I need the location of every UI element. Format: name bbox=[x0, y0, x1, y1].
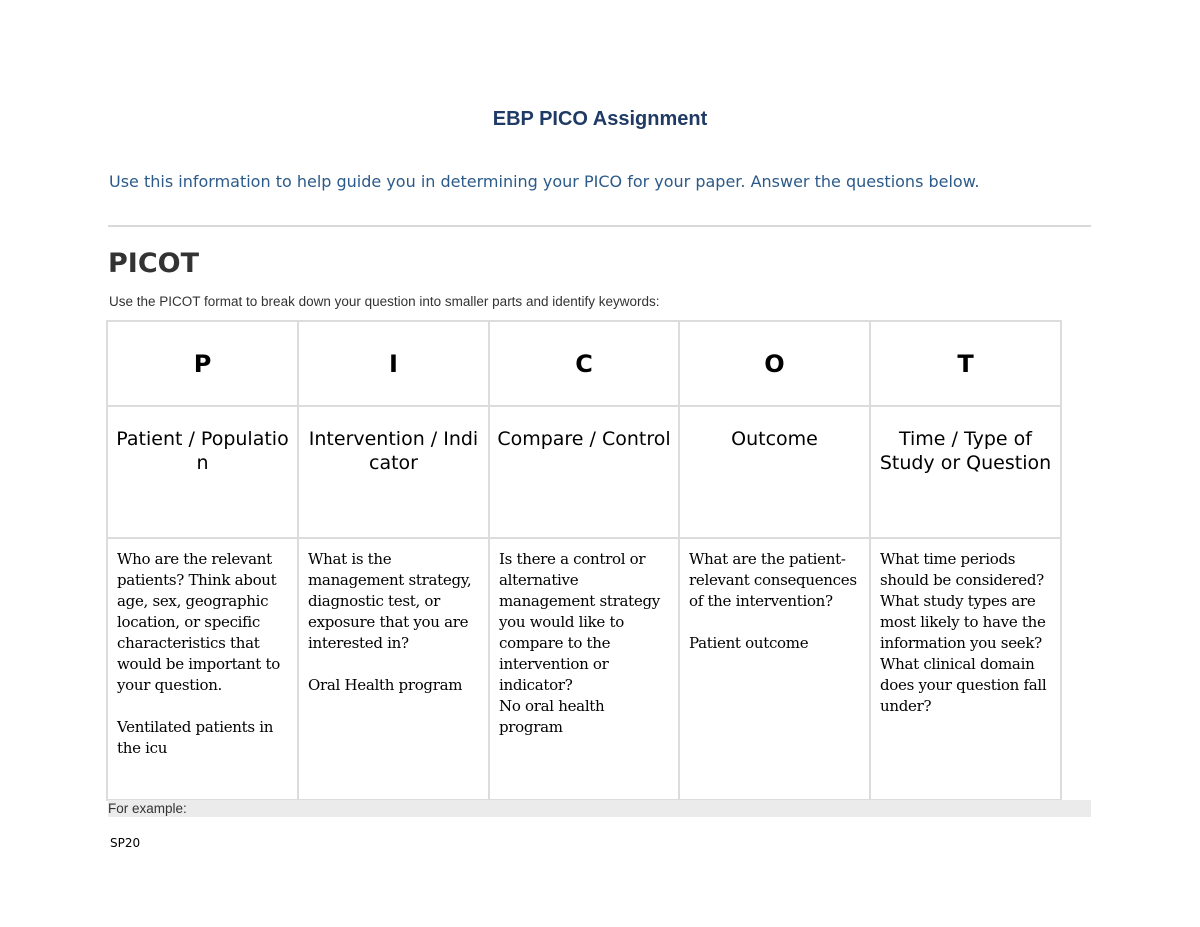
example-bar bbox=[108, 800, 1091, 817]
question-text: What are the patient-relevant consequences of the intervention? bbox=[689, 550, 857, 610]
description-row bbox=[107, 538, 1061, 800]
description-cell-time bbox=[870, 538, 1061, 800]
document-title: EBP PICO Assignment bbox=[492, 108, 708, 130]
label-row bbox=[107, 406, 1061, 538]
intro-text: Use this information to help guide you in determining your PICO for your paper. Answer the questions below. bbox=[109, 172, 980, 191]
question-text: What is the management strategy, diagnostic test, or exposure that you are interested in? bbox=[308, 550, 472, 652]
label-cell-time: Time / Type of Study or Question bbox=[870, 406, 1061, 538]
description-cell-intervention bbox=[298, 538, 489, 800]
letter-cell-t: T bbox=[870, 321, 1061, 406]
picot-table bbox=[106, 320, 1062, 801]
description-cell-comparison bbox=[489, 538, 679, 800]
description-cell-population bbox=[107, 538, 298, 800]
answer-text[interactable]: No oral health program bbox=[499, 697, 605, 736]
answer-text[interactable]: Ventilated patients in the icu bbox=[117, 718, 274, 757]
label-cell-population: Patient / Population bbox=[107, 406, 298, 538]
horizontal-divider bbox=[108, 225, 1091, 227]
letter-row bbox=[107, 321, 1061, 406]
letter-cell-p: P bbox=[107, 321, 298, 406]
answer-text[interactable]: Patient outcome bbox=[689, 634, 809, 652]
section-heading: PICOT bbox=[108, 248, 200, 279]
question-text: What time periods should be considered? What study types are most likely to have the information you seek? What clinical domain does your question fall under? bbox=[880, 550, 1047, 715]
answer-text[interactable]: Oral Health program bbox=[308, 676, 463, 694]
description-cell-outcome bbox=[679, 538, 870, 800]
letter-cell-i: I bbox=[298, 321, 489, 406]
label-cell-comparison: Compare / Control bbox=[489, 406, 679, 538]
letter-cell-o: O bbox=[679, 321, 870, 406]
footer-code: SP20 bbox=[110, 836, 141, 850]
question-text: Who are the relevant patients? Think about age, sex, geographic location, or specific characteristics that would be important to your question. bbox=[117, 550, 280, 694]
label-cell-outcome: Outcome bbox=[679, 406, 870, 538]
question-text: Is there a control or alternative management strategy you would like to compare to the intervention or indicator? bbox=[499, 550, 660, 694]
example-label: For example: bbox=[108, 801, 187, 816]
label-cell-intervention: Intervention / Indicator bbox=[298, 406, 489, 538]
section-subheading: Use the PICOT format to break down your question into smaller parts and identify keywords: bbox=[109, 294, 660, 309]
letter-cell-c: C bbox=[489, 321, 679, 406]
